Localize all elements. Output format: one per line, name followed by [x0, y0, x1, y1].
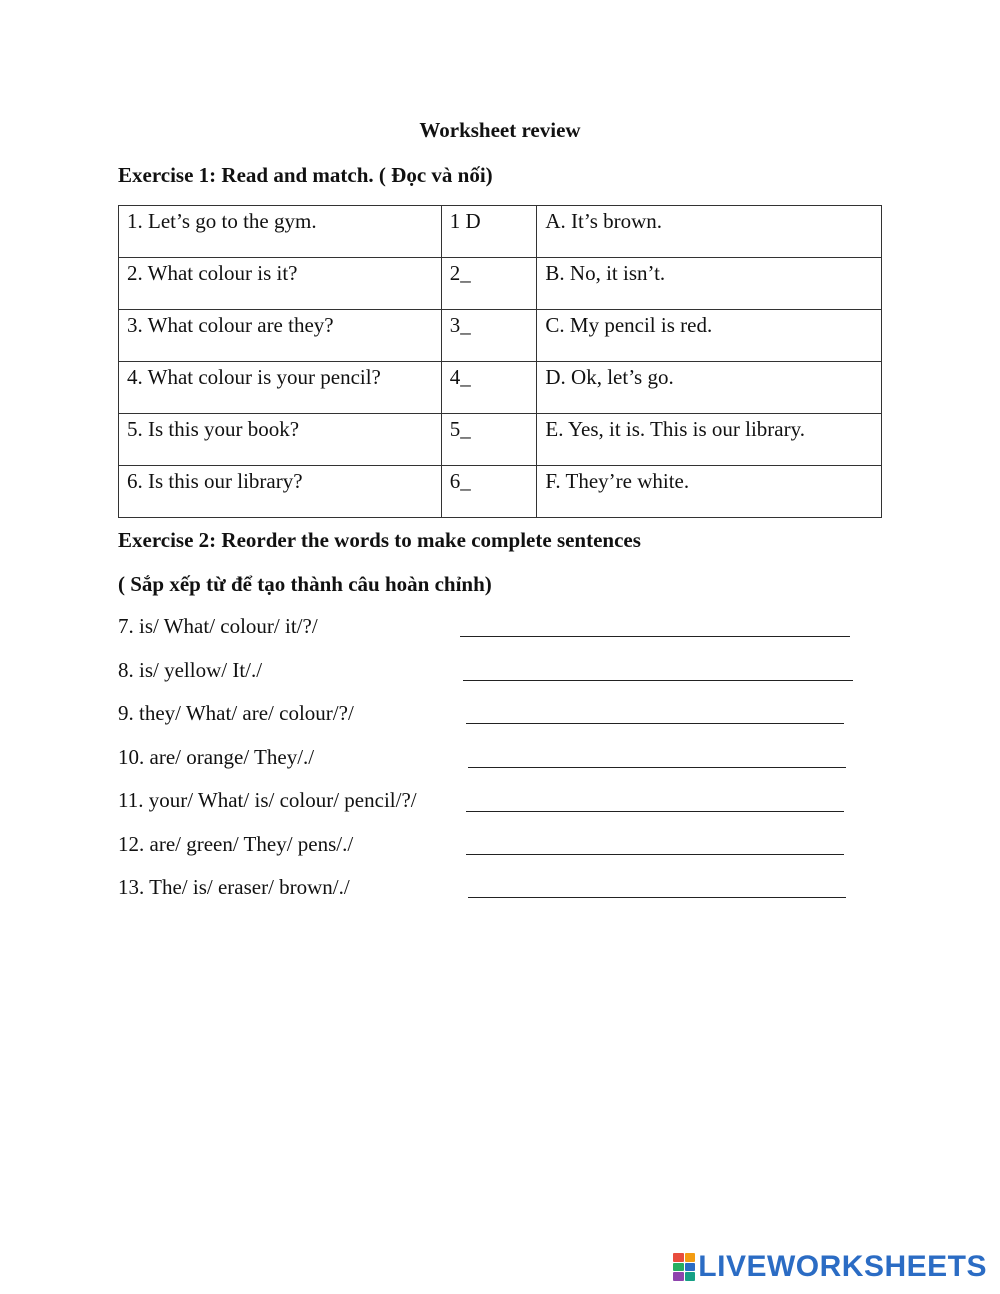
reorder-item: 9. they/ What/ are/ colour/?/ [118, 701, 354, 725]
answer-cell[interactable]: 4_ [441, 362, 537, 414]
option-cell: A. It’s brown. [537, 206, 882, 258]
option-cell: C. My pencil is red. [537, 310, 882, 362]
match-table [118, 205, 882, 518]
question-cell: 5. Is this your book? [119, 414, 442, 466]
question-cell: 3. What colour are they? [119, 310, 442, 362]
brand-text: LIVEWORKSHEETS [698, 1250, 987, 1283]
question-cell: 4. What colour is your pencil? [119, 362, 442, 414]
answer-line[interactable] [468, 897, 846, 898]
option-cell: E. Yes, it is. This is our library. [537, 414, 882, 466]
reorder-item: 8. is/ yellow/ It/./ [118, 658, 263, 682]
answer-cell[interactable]: 1 D [441, 206, 537, 258]
liveworksheets-brand [673, 1250, 987, 1284]
liveworksheets-logo-icon [673, 1253, 695, 1281]
table-row [119, 258, 882, 310]
answer-line[interactable] [460, 636, 850, 637]
question-cell: 1. Let’s go to the gym. [119, 206, 442, 258]
page-title: Worksheet review [419, 118, 581, 142]
exercise2-subheading: ( Sắp xếp từ để tạo thành câu hoàn chỉnh) [118, 572, 492, 596]
table-row [119, 466, 882, 518]
answer-line[interactable] [463, 680, 853, 681]
exercise1-heading: Exercise 1: Read and match. ( Đọc và nối) [118, 163, 493, 187]
answer-line[interactable] [466, 854, 844, 855]
answer-line[interactable] [468, 767, 846, 768]
answer-line[interactable] [466, 811, 844, 812]
table-row [119, 310, 882, 362]
exercise2-heading: Exercise 2: Reorder the words to make complete sentences [118, 528, 641, 552]
option-cell: D. Ok, let’s go. [537, 362, 882, 414]
table-row [119, 414, 882, 466]
question-cell: 6. Is this our library? [119, 466, 442, 518]
reorder-item: 10. are/ orange/ They/./ [118, 745, 315, 769]
question-cell: 2. What colour is it? [119, 258, 442, 310]
answer-cell[interactable]: 2_ [441, 258, 537, 310]
answer-cell[interactable]: 6_ [441, 466, 537, 518]
option-cell: B. No, it isn’t. [537, 258, 882, 310]
answer-cell[interactable]: 5_ [441, 414, 537, 466]
reorder-item: 13. The/ is/ eraser/ brown/./ [118, 875, 350, 899]
reorder-item: 12. are/ green/ They/ pens/./ [118, 832, 354, 856]
table-row [119, 362, 882, 414]
answer-line[interactable] [466, 723, 844, 724]
reorder-item: 11. your/ What/ is/ colour/ pencil/?/ [118, 788, 417, 812]
answer-cell[interactable]: 3_ [441, 310, 537, 362]
reorder-item: 7. is/ What/ colour/ it/?/ [118, 614, 318, 638]
option-cell: F. They’re white. [537, 466, 882, 518]
table-row [119, 206, 882, 258]
